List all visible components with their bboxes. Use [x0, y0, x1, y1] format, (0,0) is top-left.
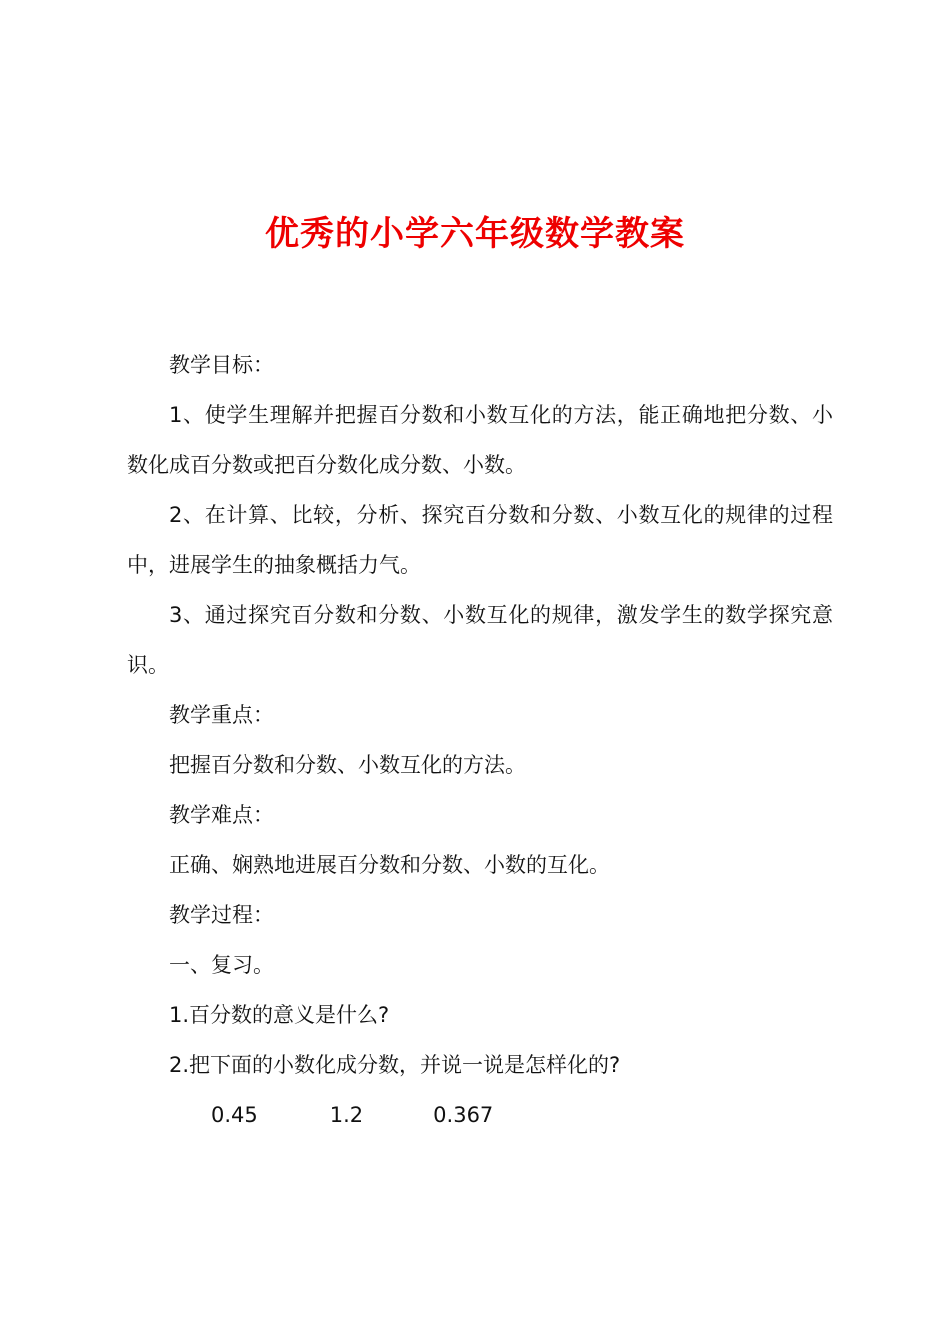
decimal-number: 0.367 [433, 1103, 494, 1127]
paragraph-teaching-goals-heading: 教学目标： [169, 353, 274, 377]
paragraph-key-points-heading: 教学重点： [169, 703, 274, 727]
paragraph-goal-2: 2、在计算、比较，分析、探究百分数和分数、小数互化的规律的过程中，进展学生的抽象概括力气。 [127, 503, 833, 577]
document-title: 优秀的小学六年级数学教案 [265, 214, 685, 254]
decimal-number: 0.45 [211, 1103, 258, 1127]
paragraph-review-heading: 一、复习。 [169, 953, 274, 977]
paragraph-goal-1: 1、使学生理解并把握百分数和小数互化的方法，能正确地把分数、小数化成百分数或把百分数化成分数、小数。 [127, 403, 833, 477]
decimal-number: 1.2 [329, 1103, 364, 1127]
paragraph-difficulties: 正确、娴熟地进展百分数和分数、小数的互化。 [169, 853, 610, 877]
document-body [127, 340, 833, 1140]
decimal-numbers-line [127, 1090, 833, 1140]
paragraph-goal-3: 3、通过探究百分数和分数、小数互化的规律，激发学生的数学探究意识。 [127, 603, 833, 677]
paragraph-question-2: 2.把下面的小数化成分数，并说一说是怎样化的? [169, 1053, 621, 1077]
paragraph-process-heading: 教学过程： [169, 903, 274, 927]
paragraph-question-1: 1.百分数的意义是什么? [169, 1003, 390, 1027]
paragraph-difficulties-heading: 教学难点： [169, 803, 274, 827]
paragraph-key-points: 把握百分数和分数、小数互化的方法。 [169, 753, 526, 777]
